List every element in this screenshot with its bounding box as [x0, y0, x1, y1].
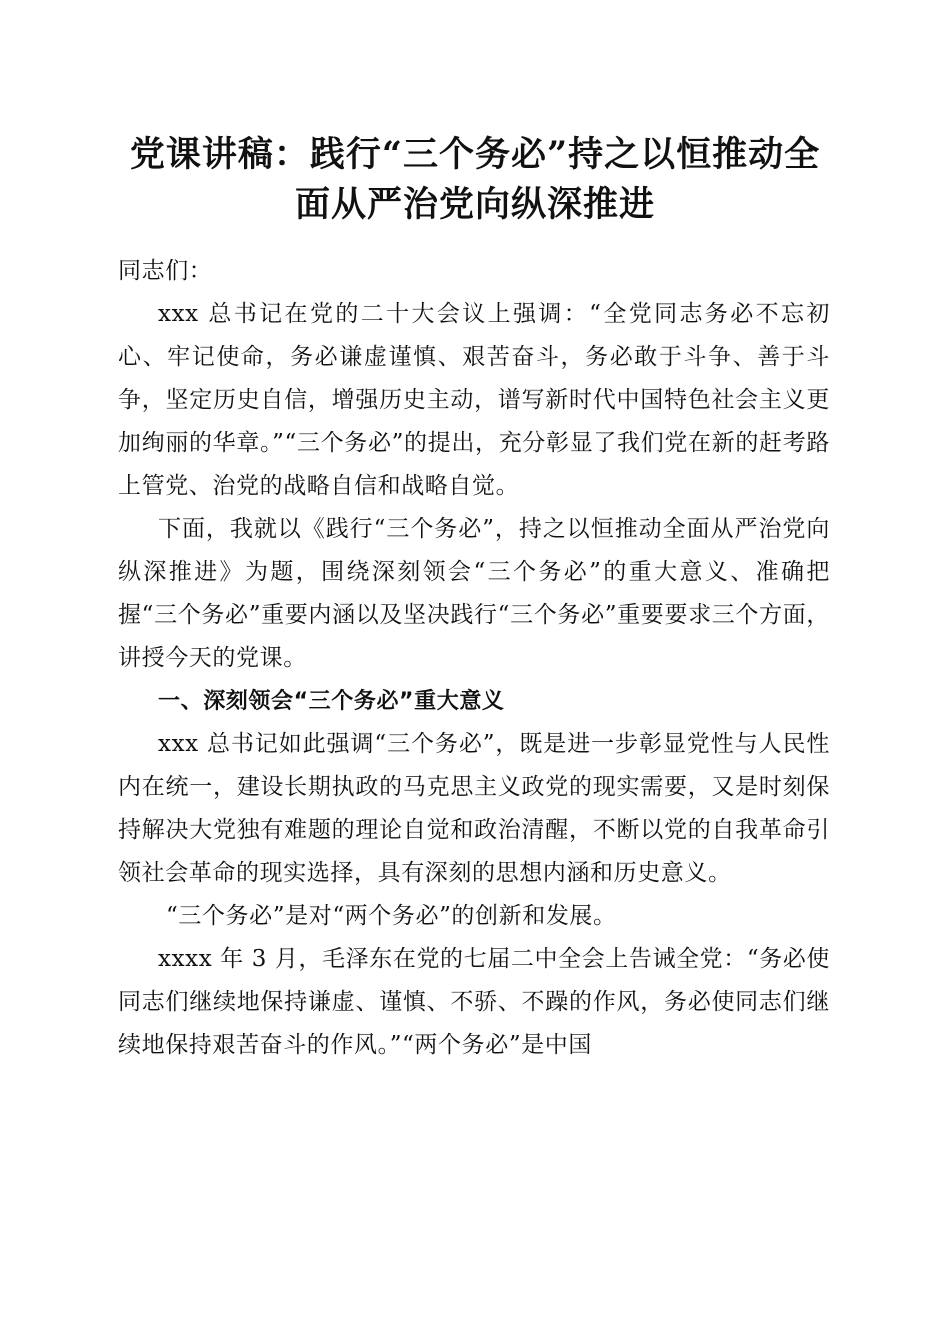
paragraph: xxx 总书记如此强调“三个务必”，既是进一步彰显党性与人民性内在统一，建设长期执政的马克思主义政党的现实需要，又是时刻保持解决大党独有难题的理论自觉和政治清醒，不断以党的自我革命引领社会革命的现实选择，具有深刻的思想内涵和历史意义。	[118, 731, 830, 886]
paragraph: xxxx 年 3 月，毛泽东在党的七届二中全会上告诫全党：“务必使同志们继续地保持谦虚、谨慎、不骄、不躁的作风，务必使同志们继续地保持艰苦奋斗的作风。”“两个务必”是中国	[118, 946, 831, 1058]
section-heading: 一、深刻领会“三个务必”重大意义	[158, 689, 505, 714]
salutation: 同志们：	[118, 258, 213, 284]
title-line-1: 党课讲稿：践行“三个务必”持之以恒推动全	[129, 134, 821, 175]
paragraph: 下面，我就以《践行“三个务必”，持之以恒推动全面从严治党向纵深推进》为题，围绕深刻领会“三个务必”的重大意义、准确把握“三个务必”重要内涵以及坚决践行“三个务必”重要要求三个方面，讲授今天的党课。	[118, 516, 830, 671]
paragraph: xxx 总书记在党的二十大会议上强调：“全党同志务必不忘初心、牢记使命，务必谦虚谨慎、艰苦奋斗，务必敢于斗争、善于斗争，坚定历史自信，增强历史主动，谱写新时代中国特色社会主义更加绚丽的华章。”“三个务必”的提出，充分彰显了我们党在新的赶考路上管党、治党的战略自信和战略自觉。	[118, 301, 830, 499]
title-line-2: 面从严治党向纵深推进	[294, 184, 655, 225]
document-title	[110, 130, 840, 230]
paragraph: “三个务必”是对“两个务必”的创新和发展。	[166, 903, 617, 929]
document-body	[118, 250, 830, 1067]
